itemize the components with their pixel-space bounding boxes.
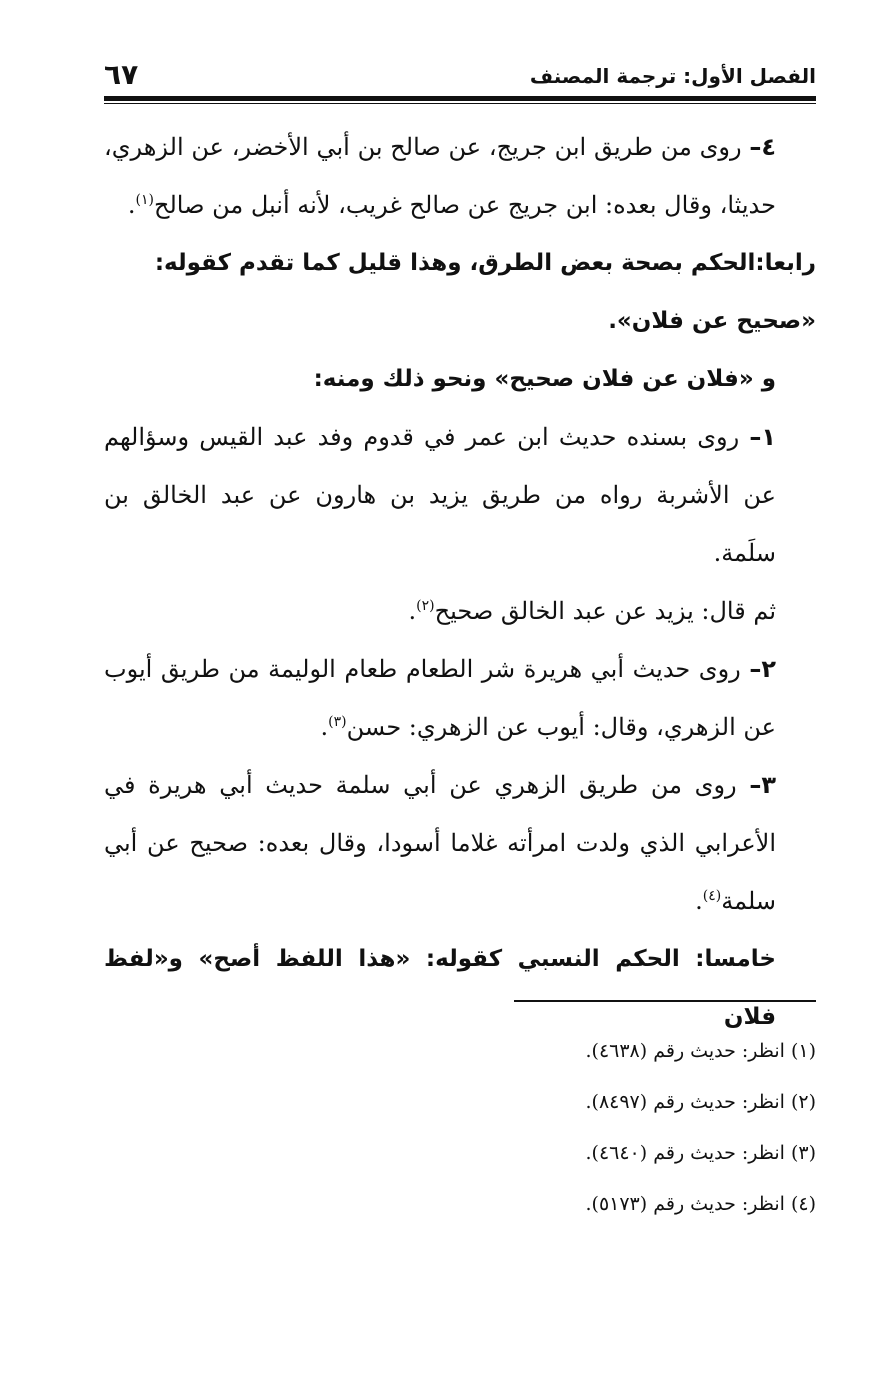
paragraph-item-4 xyxy=(104,118,816,234)
paragraph-text: روى من طريق ابن جريج، عن صالح بن أبي الأخضر، عن الزهري، حديثا، وقال بعده: ابن جريج عن صالح غريب، لأنه أنبل من صالح xyxy=(104,133,776,219)
page-header xyxy=(104,58,816,94)
item-number: ١– xyxy=(749,423,776,451)
header-rule xyxy=(104,96,816,101)
paragraph-item-2 xyxy=(104,640,816,756)
footnote-item: (٣) انظر: حديث رقم (٤٦٤٠). xyxy=(585,1142,816,1164)
paragraph-text: روى من طريق الزهري عن أبي سلمة حديث أبي هريرة في الأعرابي الذي ولدت امرأته غلاما أسودا، وقال بعده: صحيح عن أبي سلمة xyxy=(104,771,776,915)
footnote-item: (٢) انظر: حديث رقم (٨٤٩٧). xyxy=(585,1091,816,1113)
period: . xyxy=(320,713,329,741)
footnote-ref[interactable]: (٤) xyxy=(702,888,722,904)
footnote-item: (٤) انظر: حديث رقم (٥١٧٣). xyxy=(585,1193,816,1215)
paragraph-text: روى حديث أبي هريرة شر الطعام طعام الوليمة من طريق أيوب عن الزهري، وقال: أيوب عن الزهري: حسن xyxy=(104,655,776,741)
footnote-ref[interactable]: (٢) xyxy=(416,598,435,614)
chapter-title: الفصل الأول: ترجمة المصنف xyxy=(529,64,816,88)
period: . xyxy=(408,597,417,625)
heading-line: رابعا:الحكم بصحة بعض الطرق، وهذا قليل كما تقدم كقوله: xyxy=(154,250,816,276)
footnote-item: (١) انظر: حديث رقم (٤٦٣٨). xyxy=(585,1040,816,1062)
main-text xyxy=(104,118,816,1046)
footnotes xyxy=(104,1026,816,1230)
section-heading-fifth: خامسا: الحكم النسبي كقوله: «هذا اللفظ أصح» و«لفظ فلان xyxy=(104,946,776,1030)
paragraph-text: ثم قال: يزيد عن عبد الخالق صحيح xyxy=(434,597,776,625)
section-subheading: و «فلان عن فلان صحيح» ونحو ذلك ومنه: xyxy=(313,366,776,392)
paragraph-item-3 xyxy=(104,756,816,930)
footnote-separator xyxy=(514,1000,816,1002)
paragraph-item-1 xyxy=(104,408,816,582)
period: . xyxy=(695,887,703,915)
footnote-ref[interactable]: (١) xyxy=(135,192,154,208)
section-heading-fourth xyxy=(104,234,816,350)
item-number: ٢– xyxy=(749,655,776,683)
item-number: ٤– xyxy=(749,133,776,161)
header-rule-thin xyxy=(104,103,816,104)
period: . xyxy=(127,191,136,219)
item-number: ٣– xyxy=(749,771,776,799)
page-number: ٦٧ xyxy=(104,58,139,91)
paragraph-text: روى بسنده حديث ابن عمر في قدوم وفد عبد القيس وسؤالهم عن الأشربة رواه من طريق يزيد بن هارون عن عبد الخالق بن سلَمة. xyxy=(104,423,776,567)
heading-line: «صحيح عن فلان». xyxy=(608,308,816,334)
paragraph-statement xyxy=(104,582,816,640)
footnote-ref[interactable]: (٣) xyxy=(328,714,347,730)
